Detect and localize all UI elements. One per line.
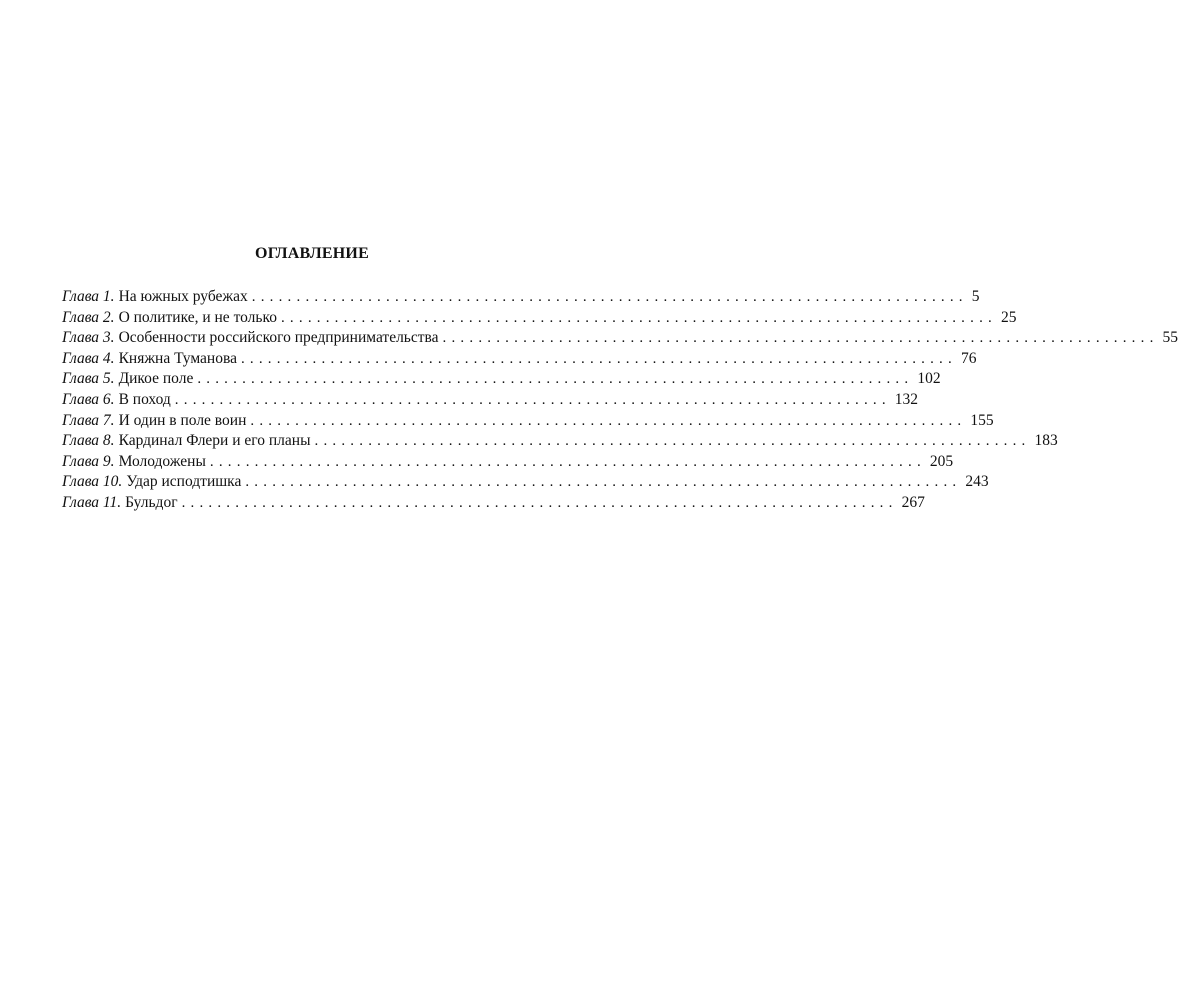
dot-leader: ................................................................................ xyxy=(314,433,1031,450)
chapter-label: Глава 4. xyxy=(62,349,115,367)
chapter-label: Глава 9. xyxy=(62,452,115,470)
toc-entry xyxy=(62,493,925,514)
dot-leader: ................................................................................ xyxy=(250,412,967,429)
toc-entry xyxy=(62,431,1058,452)
toc-entry xyxy=(62,349,977,370)
page-number: 25 xyxy=(1000,308,1017,326)
dot-leader: ................................................................................ xyxy=(280,309,997,326)
toc-entry xyxy=(62,472,989,493)
chapter-title: На южных рубежах xyxy=(118,288,248,305)
chapter-title: И один в поле воин xyxy=(118,411,247,429)
chapter-label: Глава 8. xyxy=(62,432,115,450)
chapter-title: Кардинал Флери и его планы xyxy=(118,432,311,450)
chapter-title: Молодожены xyxy=(118,452,206,470)
dot-leader: ................................................................................ xyxy=(209,453,926,470)
chapter-title: Дикое поле xyxy=(118,370,194,388)
chapter-label: Глава 1. xyxy=(62,288,115,305)
page-number: 76 xyxy=(960,349,977,367)
chapter-label: Глава 10. xyxy=(62,473,123,491)
toc-entry xyxy=(62,411,994,432)
dot-leader: ................................................................................ xyxy=(240,350,957,367)
toc-entry xyxy=(62,452,954,473)
toc-title: ОГЛАВЛЕНИЕ xyxy=(255,245,369,262)
chapter-title: Бульдог xyxy=(125,493,178,511)
page-number: 132 xyxy=(894,390,919,408)
chapter-title: Особенности российского предпринимательства xyxy=(118,329,439,347)
dot-leader: ................................................................................ xyxy=(197,371,914,388)
toc-list xyxy=(62,287,1178,514)
page-number: 267 xyxy=(901,493,925,511)
toc-entry xyxy=(62,328,1178,349)
dot-leader: ................................................................................ xyxy=(174,391,891,408)
page-number: 5 xyxy=(971,288,980,305)
chapter-label: Глава 6. xyxy=(62,390,115,408)
page-number: 102 xyxy=(917,370,941,388)
dot-leader: ................................................................................ xyxy=(251,289,968,305)
chapter-title: Удар исподтишка xyxy=(126,473,242,491)
toc-entry xyxy=(62,390,919,411)
chapter-label: Глава 2. xyxy=(62,308,115,326)
page-number: 155 xyxy=(970,411,994,429)
toc-entry xyxy=(62,369,941,390)
chapter-title: В поход xyxy=(118,390,171,408)
page-number: 183 xyxy=(1034,432,1058,450)
chapter-label: Глава 5. xyxy=(62,370,115,388)
chapter-title: Княжна Туманова xyxy=(118,349,237,367)
dot-leader: ................................................................................ xyxy=(245,474,962,491)
chapter-label: Глава 7. xyxy=(62,411,115,429)
page-number: 55 xyxy=(1162,329,1178,347)
dot-leader: ................................................................................ xyxy=(442,330,1159,347)
dot-leader: ................................................................................ xyxy=(181,494,898,511)
toc-entry xyxy=(62,308,1017,329)
chapter-label: Глава 11. xyxy=(62,493,122,511)
chapter-title: О политике, и не только xyxy=(118,308,277,326)
page-number: 243 xyxy=(965,473,989,491)
page-number: 205 xyxy=(929,452,954,470)
toc-entry xyxy=(62,287,980,308)
chapter-label: Глава 3. xyxy=(62,329,115,347)
